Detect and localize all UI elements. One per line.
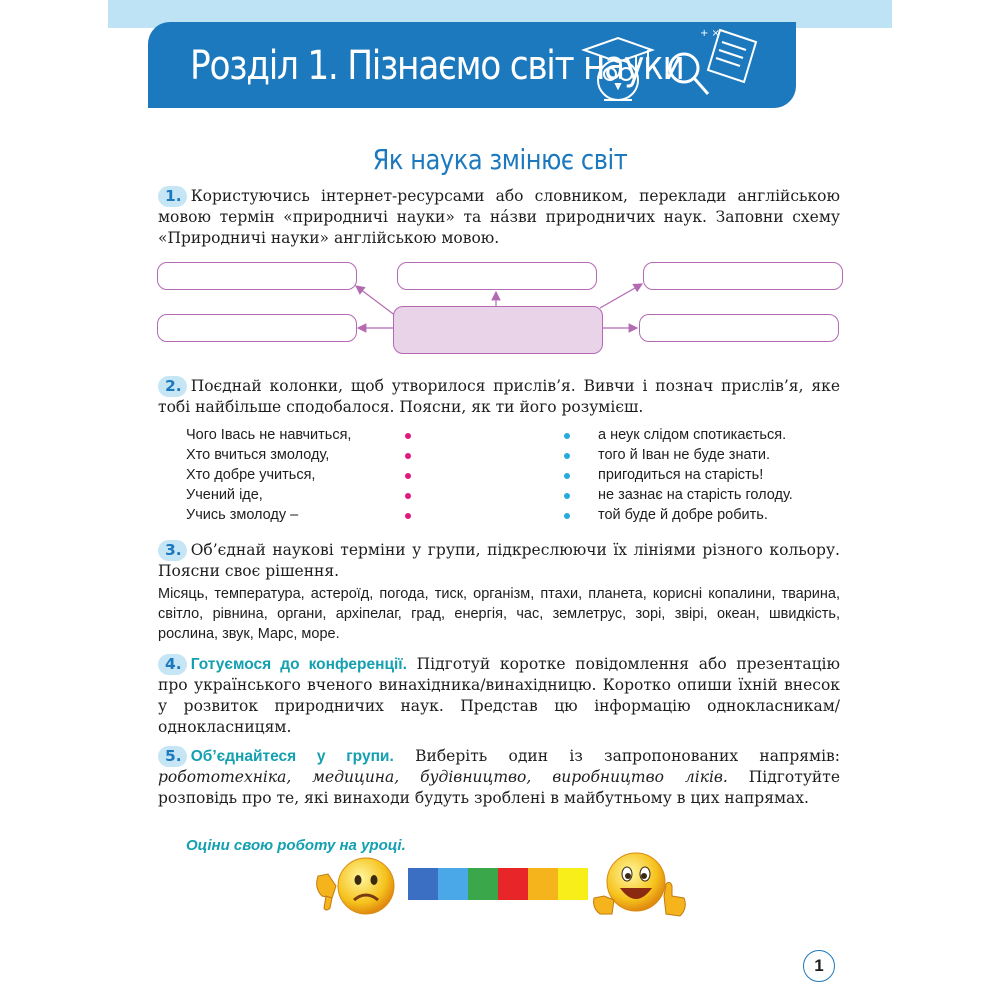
match-dot-left[interactable] [405, 473, 411, 479]
self-evaluation-label: Оціни свою роботу на уроці. [186, 837, 406, 854]
proverb-left-4: Учений іде, [186, 487, 263, 503]
scheme-box-bottom-left[interactable] [157, 314, 357, 342]
color-scale-5[interactable] [528, 868, 558, 900]
task-text-end: Підготуйте розповідь про те, які винаходи будуть зроблені в майбутньому в цих напрямах. [158, 768, 841, 807]
proverb-left-5: Учись змолоду – [186, 507, 299, 523]
color-scale-2[interactable] [438, 868, 468, 900]
task-2 [158, 376, 840, 418]
svg-text:+ ×: + × [700, 28, 720, 39]
page-number: 1 [803, 950, 835, 982]
match-dot-left[interactable] [405, 433, 411, 439]
match-dot-right[interactable] [564, 493, 570, 499]
task-directions: робототехніка, медицина, будівництво, виробництво ліків. [158, 768, 728, 786]
task-lead: Об’єднайтеся у групи. [190, 748, 394, 765]
science-terms: Місяць, температура, астероїд, погода, тиск, організм, птахи, планета, корисні копалини, тварина, світло, рівнина, органи, архіпелаг, град, енергія, час, землетрус, зорі, звірі, океан, швидкість, рослина, звук, Марс, море. [158, 586, 840, 642]
match-dot-right[interactable] [564, 513, 570, 519]
match-dot-left[interactable] [405, 453, 411, 459]
color-scale-3[interactable] [468, 868, 498, 900]
match-dot-left[interactable] [405, 513, 411, 519]
task-number: 5. [158, 746, 187, 767]
task-3 [158, 540, 840, 582]
proverb-right-2: того й Іван не буде знати. [598, 447, 770, 463]
task-5 [158, 746, 840, 809]
magnifier-icon [670, 54, 708, 94]
scheme-center-box[interactable] [393, 306, 603, 354]
task-text: Об’єднай наукові терміни у групи, підкреслюючи їх лініями різного кольору. Поясни своє рішення. [158, 541, 840, 580]
chapter-title: Розділ 1. Пізнаємо світ науки [190, 43, 684, 89]
proverb-right-3: пригодиться на старість! [598, 467, 764, 483]
proverb-left-2: Хто вчиться змолоду, [186, 447, 330, 463]
scheme-box-bottom-right[interactable] [639, 314, 839, 342]
proverb-right-4: не зазнає на старість голоду. [598, 487, 793, 503]
match-dot-right[interactable] [564, 453, 570, 459]
task-text: Підготуй коротке повідомлення або презентацію про українського вченого винахідника/винахідницю. Коротко опиши їхній внесок у розвиток природничих наук. Представ цю інформацію однокласникам/однокласницям. [158, 655, 840, 736]
task-number: 3. [158, 540, 187, 561]
sad-emoji-icon[interactable] [312, 852, 402, 920]
scheme-box-top-left[interactable] [157, 262, 357, 290]
color-scale-4[interactable] [498, 868, 528, 900]
proverb-right-1: а неук слідом спотикається. [598, 427, 787, 443]
task-number: 4. [158, 654, 187, 675]
task-1 [158, 186, 840, 249]
match-dot-left[interactable] [405, 493, 411, 499]
section-title: Як наука змінює світ [372, 143, 628, 176]
proverb-left-3: Хто добре учиться, [186, 467, 316, 483]
owl-graduation-icon [584, 38, 652, 100]
match-dot-right[interactable] [564, 473, 570, 479]
scheme-box-top-center[interactable] [397, 262, 597, 290]
task-number: 1. [158, 186, 187, 207]
task-text: Користуючись інтернет-ресурсами або словником, переклади англійською мовою термін «природничі науки» та на́зви природничих наук. Заповни схему «Природничі науки» англійською мовою. [158, 187, 840, 247]
match-dot-right[interactable] [564, 433, 570, 439]
color-scale-1[interactable] [408, 868, 438, 900]
task-lead: Готуємося до конференції. [190, 656, 407, 673]
task-text: Поєднай колонки, щоб утворилося прислів’я. Вивчи і познач прислів’я, яке тобі найбільше сподобалося. Поясни, як ти його розумієш. [158, 377, 840, 416]
task-4 [158, 654, 840, 738]
proverb-right-5: той буде й добре робить. [598, 507, 768, 523]
scheme-box-top-right[interactable] [643, 262, 843, 290]
task-number: 2. [158, 376, 187, 397]
task-text: Виберіть один із запропонованих напрямів: [393, 747, 840, 765]
happy-emoji-icon[interactable] [592, 848, 688, 922]
proverb-left-1: Чого Івась не навчиться, [186, 427, 352, 443]
header-illustration [580, 18, 780, 114]
color-scale-6[interactable] [558, 868, 588, 900]
